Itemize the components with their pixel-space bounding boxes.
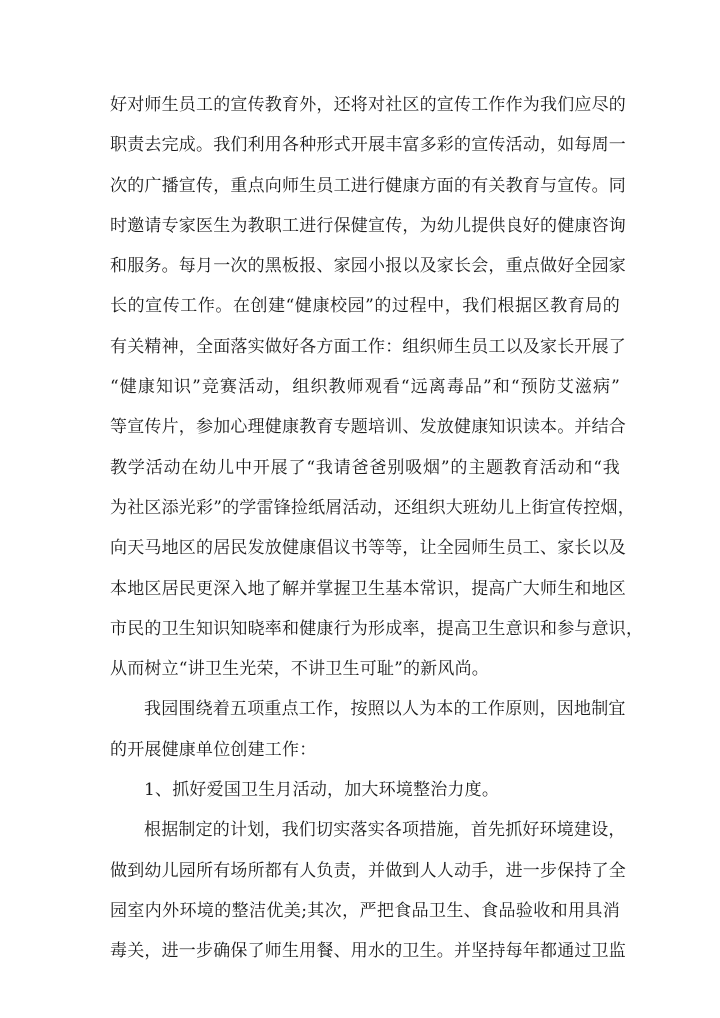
paragraph (110, 689, 626, 770)
text-line: 好对师生员工的宣传教育外，还将对社区的宣传工作作为我们应尽的 (110, 95, 626, 115)
text-line: 向天马地区的居民发放健康倡议书等等，让全园师生员工、家长以及 (110, 538, 626, 559)
text-line: 市民的卫生知识知晓率和健康行为形成率，提高卫生意识和参与意识， (110, 618, 644, 639)
text-line: 时邀请专家医生为教职工进行保健宣传，为幼儿提供良好的健康咨询 (110, 215, 626, 236)
paragraph (110, 85, 644, 689)
document-body (110, 85, 644, 972)
text-line: 从而树立“讲卫生光荣，不讲卫生可耻”的新风尚。 (110, 659, 489, 680)
text-line: 职责去完成。我们利用各种形式开展丰富多彩的宣传活动，如每周一 (110, 135, 626, 156)
heading-line: 1、抓好爱国卫生月活动，加大环境整治力度。 (144, 780, 500, 801)
text-line: 的开展健康单位创建工作： (110, 739, 317, 760)
text-line: 教学活动在幼儿中开展了“我请爸爸别吸烟”的主题教育活动和“我 (110, 457, 620, 478)
text-line: 我园围绕着五项重点工作，按照以人为本的工作原则，因地制宜 (144, 699, 626, 720)
text-line: 次的广播宣传，重点向师生员工进行健康方面的有关教育与宣传。同 (110, 175, 626, 196)
text-line: 和服务。每月一次的黑板报、家园小报以及家长会，重点做好全园家 (110, 256, 626, 277)
text-line: 本地区居民更深入地了解并掌握卫生基本常识，提高广大师生和地区 (110, 578, 626, 599)
text-line: 根据制定的计划，我们切实落实各项措施，首先抓好环境建设， (144, 820, 626, 841)
text-line: 有关精神，全面落实做好各方面工作：组织师生员工以及家长开展了 (110, 336, 626, 357)
text-line: 等宣传片，参加心理健康教育专题培训、发放健康知识读本。并结合 (110, 417, 626, 438)
paragraph (110, 810, 626, 971)
section-heading (110, 770, 620, 810)
text-line: 毒关，进一步确保了师生用餐、用水的卫生。并坚持每年都通过卫监 (110, 941, 626, 962)
text-line: 为社区添光彩”的学雷锋捡纸屑活动，还组织大班幼儿上街宣传控烟， (110, 497, 635, 518)
text-line: 园室内外环境的整洁优美;其次，严把食品卫生、食品验收和用具消 (110, 900, 620, 921)
text-line: 长的宣传工作。在创建“健康校园”的过程中，我们根据区教育局的 (110, 296, 620, 317)
text-line: “健康知识”竞赛活动，组织教师观看“远离毒品”和“预防艾滋病” (110, 377, 620, 398)
text-line: 做到幼儿园所有场所都有人负责，并做到人人动手，进一步保持了全 (110, 860, 626, 881)
